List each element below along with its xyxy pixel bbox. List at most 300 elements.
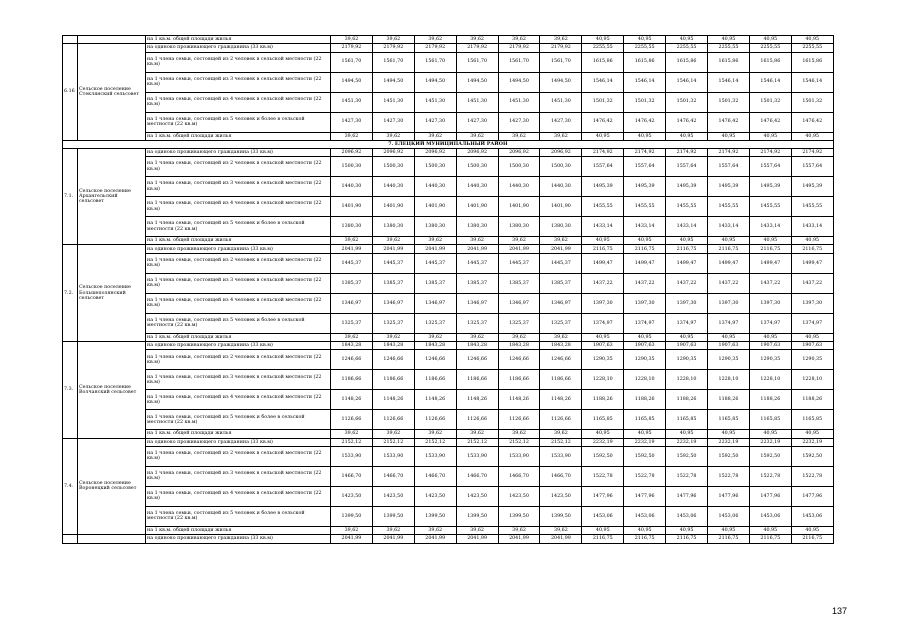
value-cell: 39,62 xyxy=(414,430,456,438)
value-cell: 2152,12 xyxy=(372,438,414,446)
value-cell: 1495,39 xyxy=(582,177,624,197)
value-cell: 2041,99 xyxy=(372,245,414,253)
table-row xyxy=(63,237,834,245)
value-cell: 1500,30 xyxy=(540,157,582,177)
value-cell: 2179,92 xyxy=(540,44,582,52)
value-cell: 2116,75 xyxy=(708,535,750,543)
value-cell: 1148,26 xyxy=(414,390,456,410)
value-cell: 39,62 xyxy=(540,237,582,245)
table-row xyxy=(63,390,834,410)
value-cell: 40,95 xyxy=(582,430,624,438)
row-description: на 1 кв.м. общей площади жилья xyxy=(146,132,331,140)
row-description: на 1 члена семьи, состоящей из 3 человек в сельской местности (22 кв.м) xyxy=(146,466,331,486)
row-description: на 1 члена семьи, состоящей из 5 человек и более в сельской местности (22 кв.м) xyxy=(146,506,331,526)
value-cell: 1546,14 xyxy=(624,72,666,92)
value-cell: 1615,86 xyxy=(582,52,624,72)
value-cell: 2179,92 xyxy=(414,44,456,52)
value-cell: 2096,92 xyxy=(414,148,456,156)
value-cell: 1476,42 xyxy=(791,112,833,132)
value-cell: 1494,50 xyxy=(540,72,582,92)
value-cell: 1165,85 xyxy=(624,410,666,430)
value-cell: 1126,66 xyxy=(331,410,373,430)
value-cell: 2041,99 xyxy=(540,245,582,253)
value-cell: 2255,55 xyxy=(749,44,791,52)
row-code: 7.2. xyxy=(63,245,78,342)
value-cell: 1126,66 xyxy=(414,410,456,430)
value-cell: 1437,22 xyxy=(582,273,624,293)
value-cell: 1557,64 xyxy=(708,157,750,177)
value-cell: 1533,90 xyxy=(331,446,373,466)
value-cell: 1533,90 xyxy=(456,446,498,466)
value-cell: 1451,30 xyxy=(414,92,456,112)
value-cell: 2179,92 xyxy=(456,44,498,52)
value-cell: 1380,30 xyxy=(414,217,456,237)
tariff-table xyxy=(62,35,834,544)
value-cell: 1188,26 xyxy=(791,390,833,410)
row-description: на одиноко проживающего гражданина (33 кв.м) xyxy=(146,342,331,350)
value-cell: 39,62 xyxy=(540,526,582,534)
row-code: 7.4. xyxy=(63,438,78,535)
value-cell: 2174,92 xyxy=(582,148,624,156)
empty-cell xyxy=(63,535,78,543)
value-cell: 2116,75 xyxy=(624,245,666,253)
value-cell: 2116,75 xyxy=(582,535,624,543)
table-row xyxy=(63,217,834,237)
value-cell: 1843,28 xyxy=(331,342,373,350)
value-cell: 1401,90 xyxy=(414,197,456,217)
value-cell: 1477,96 xyxy=(582,486,624,506)
value-cell: 1346,97 xyxy=(456,293,498,313)
value-cell: 1427,30 xyxy=(372,112,414,132)
row-description: на 1 члена семьи, состоящей из 2 человек в сельской местности (22 кв.м) xyxy=(146,157,331,177)
empty-cell xyxy=(78,535,146,543)
value-cell: 1445,37 xyxy=(414,253,456,273)
value-cell: 2255,55 xyxy=(582,44,624,52)
value-cell: 1228,10 xyxy=(624,370,666,390)
value-cell: 1500,30 xyxy=(456,157,498,177)
value-cell: 1501,32 xyxy=(708,92,750,112)
value-cell: 1476,42 xyxy=(708,112,750,132)
value-cell: 40,95 xyxy=(624,132,666,140)
value-cell: 2152,12 xyxy=(456,438,498,446)
value-cell: 1546,14 xyxy=(582,72,624,92)
value-cell: 40,95 xyxy=(749,526,791,534)
value-cell: 1427,30 xyxy=(331,112,373,132)
value-cell: 39,62 xyxy=(372,132,414,140)
value-cell: 1561,70 xyxy=(372,52,414,72)
value-cell: 1228,10 xyxy=(708,370,750,390)
value-cell: 39,62 xyxy=(372,36,414,44)
value-cell: 40,95 xyxy=(666,36,708,44)
value-cell: 1165,85 xyxy=(791,410,833,430)
table-row xyxy=(63,245,834,253)
value-cell: 1500,30 xyxy=(331,157,373,177)
row-description: на 1 члена семьи, состоящей из 5 человек и более в сельской местности (22 кв.м) xyxy=(146,410,331,430)
value-cell: 1500,30 xyxy=(414,157,456,177)
value-cell: 40,95 xyxy=(791,526,833,534)
value-cell: 1843,28 xyxy=(414,342,456,350)
value-cell: 1401,90 xyxy=(456,197,498,217)
value-cell: 1466,70 xyxy=(372,466,414,486)
row-description: на одиноко проживающего гражданина (33 кв.м) xyxy=(146,148,331,156)
value-cell: 1186,66 xyxy=(372,370,414,390)
table-row xyxy=(63,148,834,156)
value-cell: 40,95 xyxy=(708,430,750,438)
value-cell: 2041,99 xyxy=(456,535,498,543)
value-cell: 40,95 xyxy=(708,132,750,140)
value-cell: 2041,99 xyxy=(372,535,414,543)
value-cell: 1186,66 xyxy=(540,370,582,390)
value-cell: 1501,32 xyxy=(582,92,624,112)
value-cell: 1374,97 xyxy=(666,313,708,333)
value-cell: 39,62 xyxy=(456,526,498,534)
value-cell: 1399,50 xyxy=(498,506,540,526)
value-cell: 1325,37 xyxy=(540,313,582,333)
value-cell: 39,62 xyxy=(456,237,498,245)
value-cell: 2174,92 xyxy=(749,148,791,156)
value-cell: 40,95 xyxy=(582,237,624,245)
value-cell: 1246,66 xyxy=(372,350,414,370)
empty-cell xyxy=(63,36,78,44)
value-cell: 2041,99 xyxy=(498,535,540,543)
value-cell: 2152,12 xyxy=(414,438,456,446)
table-row xyxy=(63,293,834,313)
value-cell: 2174,92 xyxy=(666,148,708,156)
empty-cell xyxy=(78,36,146,44)
value-cell: 1907,63 xyxy=(749,342,791,350)
row-description: на 1 члена семьи, состоящей из 4 человек в сельской местности (22 кв.м) xyxy=(146,486,331,506)
value-cell: 1399,50 xyxy=(456,506,498,526)
value-cell: 1148,26 xyxy=(372,390,414,410)
value-cell: 1561,70 xyxy=(331,52,373,72)
row-description: на одиноко проживающего гражданина (33 кв.м) xyxy=(146,438,331,446)
value-cell: 1533,90 xyxy=(414,446,456,466)
value-cell: 40,95 xyxy=(582,526,624,534)
table-row xyxy=(63,132,834,140)
value-cell: 1907,63 xyxy=(708,342,750,350)
value-cell: 1385,37 xyxy=(372,273,414,293)
value-cell: 1325,37 xyxy=(456,313,498,333)
value-cell: 1546,14 xyxy=(749,72,791,92)
value-cell: 1165,85 xyxy=(582,410,624,430)
value-cell: 2152,12 xyxy=(498,438,540,446)
value-cell: 1427,30 xyxy=(414,112,456,132)
value-cell: 1522,78 xyxy=(749,466,791,486)
value-cell: 2041,99 xyxy=(456,245,498,253)
value-cell: 1453,06 xyxy=(708,506,750,526)
value-cell: 1843,28 xyxy=(372,342,414,350)
value-cell: 40,95 xyxy=(708,333,750,341)
value-cell: 2255,55 xyxy=(624,44,666,52)
value-cell: 40,95 xyxy=(791,132,833,140)
settlement-name: Сельское поселение Стеклянский сельсовет xyxy=(78,44,146,141)
value-cell: 1433,14 xyxy=(582,217,624,237)
value-cell: 2116,75 xyxy=(749,245,791,253)
value-cell: 1246,66 xyxy=(414,350,456,370)
value-cell: 1437,22 xyxy=(791,273,833,293)
value-cell: 1453,06 xyxy=(624,506,666,526)
value-cell: 1437,22 xyxy=(708,273,750,293)
table-row xyxy=(63,486,834,506)
value-cell: 39,62 xyxy=(372,237,414,245)
row-description: на 1 члена семьи, состоящей из 2 человек в сельской местности (22 кв.м) xyxy=(146,52,331,72)
value-cell: 1453,06 xyxy=(791,506,833,526)
value-cell: 1477,96 xyxy=(749,486,791,506)
table-row xyxy=(63,446,834,466)
value-cell: 1455,55 xyxy=(708,197,750,217)
value-cell: 1290,35 xyxy=(582,350,624,370)
value-cell: 2041,99 xyxy=(414,535,456,543)
value-cell: 1433,14 xyxy=(791,217,833,237)
value-cell: 1592,50 xyxy=(791,446,833,466)
value-cell: 39,62 xyxy=(414,237,456,245)
value-cell: 1557,64 xyxy=(666,157,708,177)
value-cell: 39,62 xyxy=(331,430,373,438)
value-cell: 1397,30 xyxy=(791,293,833,313)
value-cell: 1476,42 xyxy=(582,112,624,132)
value-cell: 1374,97 xyxy=(791,313,833,333)
value-cell: 1374,97 xyxy=(582,313,624,333)
table-row xyxy=(63,535,834,543)
value-cell: 40,95 xyxy=(749,36,791,44)
value-cell: 1148,26 xyxy=(540,390,582,410)
value-cell: 1423,50 xyxy=(456,486,498,506)
value-cell: 39,62 xyxy=(456,132,498,140)
value-cell: 2041,99 xyxy=(331,535,373,543)
value-cell: 1346,97 xyxy=(331,293,373,313)
value-cell: 39,62 xyxy=(372,333,414,341)
value-cell: 1148,26 xyxy=(498,390,540,410)
value-cell: 1401,90 xyxy=(331,197,373,217)
value-cell: 1399,50 xyxy=(331,506,373,526)
value-cell: 39,62 xyxy=(414,526,456,534)
value-cell: 1445,37 xyxy=(456,253,498,273)
value-cell: 1592,50 xyxy=(749,446,791,466)
value-cell: 1380,30 xyxy=(331,217,373,237)
row-description: на одиноко проживающего гражданина (33 кв.м) xyxy=(146,535,331,543)
value-cell: 1499,47 xyxy=(708,253,750,273)
value-cell: 1557,64 xyxy=(749,157,791,177)
value-cell: 1165,85 xyxy=(666,410,708,430)
value-cell: 1455,55 xyxy=(791,197,833,217)
value-cell: 1907,63 xyxy=(624,342,666,350)
row-description: на 1 члена семьи, состоящей из 4 человек в сельской местности (22 кв.м) xyxy=(146,197,331,217)
value-cell: 1423,50 xyxy=(414,486,456,506)
value-cell: 40,95 xyxy=(666,430,708,438)
value-cell: 2232,19 xyxy=(749,438,791,446)
value-cell: 1592,50 xyxy=(708,446,750,466)
value-cell: 1522,78 xyxy=(582,466,624,486)
value-cell: 1126,66 xyxy=(372,410,414,430)
table-row xyxy=(63,112,834,132)
value-cell: 2174,92 xyxy=(624,148,666,156)
table-row xyxy=(63,506,834,526)
value-cell: 39,62 xyxy=(540,333,582,341)
value-cell: 1290,35 xyxy=(708,350,750,370)
value-cell: 1401,90 xyxy=(540,197,582,217)
value-cell: 1246,66 xyxy=(456,350,498,370)
value-cell: 1615,86 xyxy=(791,52,833,72)
value-cell: 1126,66 xyxy=(540,410,582,430)
value-cell: 2041,99 xyxy=(498,245,540,253)
value-cell: 40,95 xyxy=(624,237,666,245)
table-row xyxy=(63,177,834,197)
row-description: на одиноко проживающего гражданина (33 кв.м) xyxy=(146,245,331,253)
value-cell: 1500,30 xyxy=(372,157,414,177)
value-cell: 1455,55 xyxy=(624,197,666,217)
value-cell: 1385,37 xyxy=(456,273,498,293)
value-cell: 1325,37 xyxy=(498,313,540,333)
value-cell: 1477,96 xyxy=(708,486,750,506)
value-cell: 40,95 xyxy=(791,430,833,438)
value-cell: 1397,30 xyxy=(749,293,791,313)
value-cell: 1437,22 xyxy=(666,273,708,293)
table-row xyxy=(63,44,834,52)
row-description: на 1 кв.м. общей площади жилья xyxy=(146,526,331,534)
value-cell: 1346,97 xyxy=(372,293,414,313)
value-cell: 1433,14 xyxy=(624,217,666,237)
row-description: на 1 члена семьи, состоящей из 3 человек в сельской местности (22 кв.м) xyxy=(146,370,331,390)
value-cell: 1440,30 xyxy=(456,177,498,197)
page-number: 137 xyxy=(832,606,848,616)
value-cell: 1188,26 xyxy=(624,390,666,410)
value-cell: 1148,26 xyxy=(331,390,373,410)
value-cell: 1440,30 xyxy=(331,177,373,197)
value-cell: 2255,55 xyxy=(791,44,833,52)
value-cell: 40,95 xyxy=(666,526,708,534)
value-cell: 39,62 xyxy=(456,430,498,438)
row-description: на 1 члена семьи, состоящей из 5 человек и более в сельской местности (22 кв.м) xyxy=(146,217,331,237)
value-cell: 1397,30 xyxy=(582,293,624,313)
value-cell: 39,62 xyxy=(540,430,582,438)
row-description: на 1 кв.м. общей площади жилья xyxy=(146,36,331,44)
value-cell: 1495,39 xyxy=(624,177,666,197)
row-description: на 1 кв.м. общей площади жилья xyxy=(146,333,331,341)
value-cell: 39,62 xyxy=(331,526,373,534)
value-cell: 1401,90 xyxy=(498,197,540,217)
value-cell: 39,62 xyxy=(540,132,582,140)
value-cell: 1427,30 xyxy=(498,112,540,132)
value-cell: 1325,37 xyxy=(331,313,373,333)
value-cell: 1466,70 xyxy=(414,466,456,486)
value-cell: 40,95 xyxy=(749,333,791,341)
value-cell: 1455,55 xyxy=(582,197,624,217)
row-code: 7.3. xyxy=(63,342,78,439)
value-cell: 1374,97 xyxy=(708,313,750,333)
value-cell: 1494,50 xyxy=(372,72,414,92)
value-cell: 1522,78 xyxy=(791,466,833,486)
value-cell: 1228,10 xyxy=(582,370,624,390)
value-cell: 1557,64 xyxy=(582,157,624,177)
value-cell: 1907,63 xyxy=(791,342,833,350)
value-cell: 2116,75 xyxy=(666,245,708,253)
value-cell: 1494,50 xyxy=(414,72,456,92)
value-cell: 1290,35 xyxy=(624,350,666,370)
row-description: на 1 члена семьи, состоящей из 4 человек в сельской местности (22 кв.м) xyxy=(146,293,331,313)
row-description: на одиноко проживающего гражданина (33 кв.м) xyxy=(146,44,331,52)
value-cell: 40,95 xyxy=(708,36,750,44)
value-cell: 40,95 xyxy=(624,526,666,534)
table-row xyxy=(63,313,834,333)
value-cell: 39,62 xyxy=(498,333,540,341)
row-description: на 1 кв.м. общей площади жилья xyxy=(146,430,331,438)
value-cell: 1188,26 xyxy=(582,390,624,410)
table-row xyxy=(63,52,834,72)
value-cell: 2116,75 xyxy=(582,245,624,253)
value-cell: 2116,75 xyxy=(666,535,708,543)
row-code: 6.16 xyxy=(63,44,78,141)
value-cell: 2116,75 xyxy=(791,245,833,253)
value-cell: 1374,97 xyxy=(624,313,666,333)
value-cell: 1445,37 xyxy=(540,253,582,273)
table-row xyxy=(63,157,834,177)
section-row xyxy=(63,140,834,148)
value-cell: 1228,10 xyxy=(749,370,791,390)
value-cell: 40,95 xyxy=(666,333,708,341)
value-cell: 1290,35 xyxy=(666,350,708,370)
value-cell: 1423,50 xyxy=(372,486,414,506)
value-cell: 39,62 xyxy=(414,132,456,140)
value-cell: 1476,42 xyxy=(624,112,666,132)
table-row xyxy=(63,273,834,293)
value-cell: 1397,30 xyxy=(624,293,666,313)
value-cell: 1246,66 xyxy=(540,350,582,370)
value-cell: 1380,30 xyxy=(372,217,414,237)
value-cell: 2116,75 xyxy=(624,535,666,543)
value-cell: 1433,14 xyxy=(749,217,791,237)
value-cell: 1385,37 xyxy=(414,273,456,293)
value-cell: 1325,37 xyxy=(414,313,456,333)
value-cell: 1346,97 xyxy=(498,293,540,313)
row-description: на 1 кв.м. общей площади жилья xyxy=(146,237,331,245)
settlement-name: Сельское поселение Волчанский сельсовет xyxy=(78,342,146,439)
value-cell: 39,62 xyxy=(331,36,373,44)
value-cell: 1399,50 xyxy=(414,506,456,526)
value-cell: 2116,75 xyxy=(749,535,791,543)
value-cell: 1451,30 xyxy=(498,92,540,112)
value-cell: 1533,90 xyxy=(498,446,540,466)
value-cell: 1500,30 xyxy=(498,157,540,177)
value-cell: 1499,47 xyxy=(582,253,624,273)
value-cell: 39,62 xyxy=(331,237,373,245)
value-cell: 1615,86 xyxy=(666,52,708,72)
value-cell: 39,62 xyxy=(498,36,540,44)
row-description: на 1 члена семьи, состоящей из 2 человек в сельской местности (22 кв.м) xyxy=(146,446,331,466)
value-cell: 1440,30 xyxy=(540,177,582,197)
row-description: на 1 члена семьи, состоящей из 3 человек в сельской местности (22 кв.м) xyxy=(146,177,331,197)
value-cell: 40,95 xyxy=(749,132,791,140)
value-cell: 2116,75 xyxy=(708,245,750,253)
value-cell: 1615,86 xyxy=(708,52,750,72)
value-cell: 1385,37 xyxy=(331,273,373,293)
value-cell: 1385,37 xyxy=(498,273,540,293)
value-cell: 2096,92 xyxy=(331,148,373,156)
value-cell: 1186,66 xyxy=(456,370,498,390)
value-cell: 39,62 xyxy=(331,333,373,341)
value-cell: 40,95 xyxy=(624,430,666,438)
row-description: на 1 члена семьи, состоящей из 3 человек в сельской местности (22 кв.м) xyxy=(146,72,331,92)
value-cell: 1477,96 xyxy=(791,486,833,506)
value-cell: 1466,70 xyxy=(331,466,373,486)
value-cell: 39,62 xyxy=(414,36,456,44)
table-row xyxy=(63,342,834,350)
value-cell: 1165,85 xyxy=(708,410,750,430)
value-cell: 40,95 xyxy=(624,36,666,44)
value-cell: 1522,78 xyxy=(624,466,666,486)
value-cell: 1522,78 xyxy=(708,466,750,486)
value-cell: 1445,37 xyxy=(498,253,540,273)
value-cell: 2041,99 xyxy=(540,535,582,543)
